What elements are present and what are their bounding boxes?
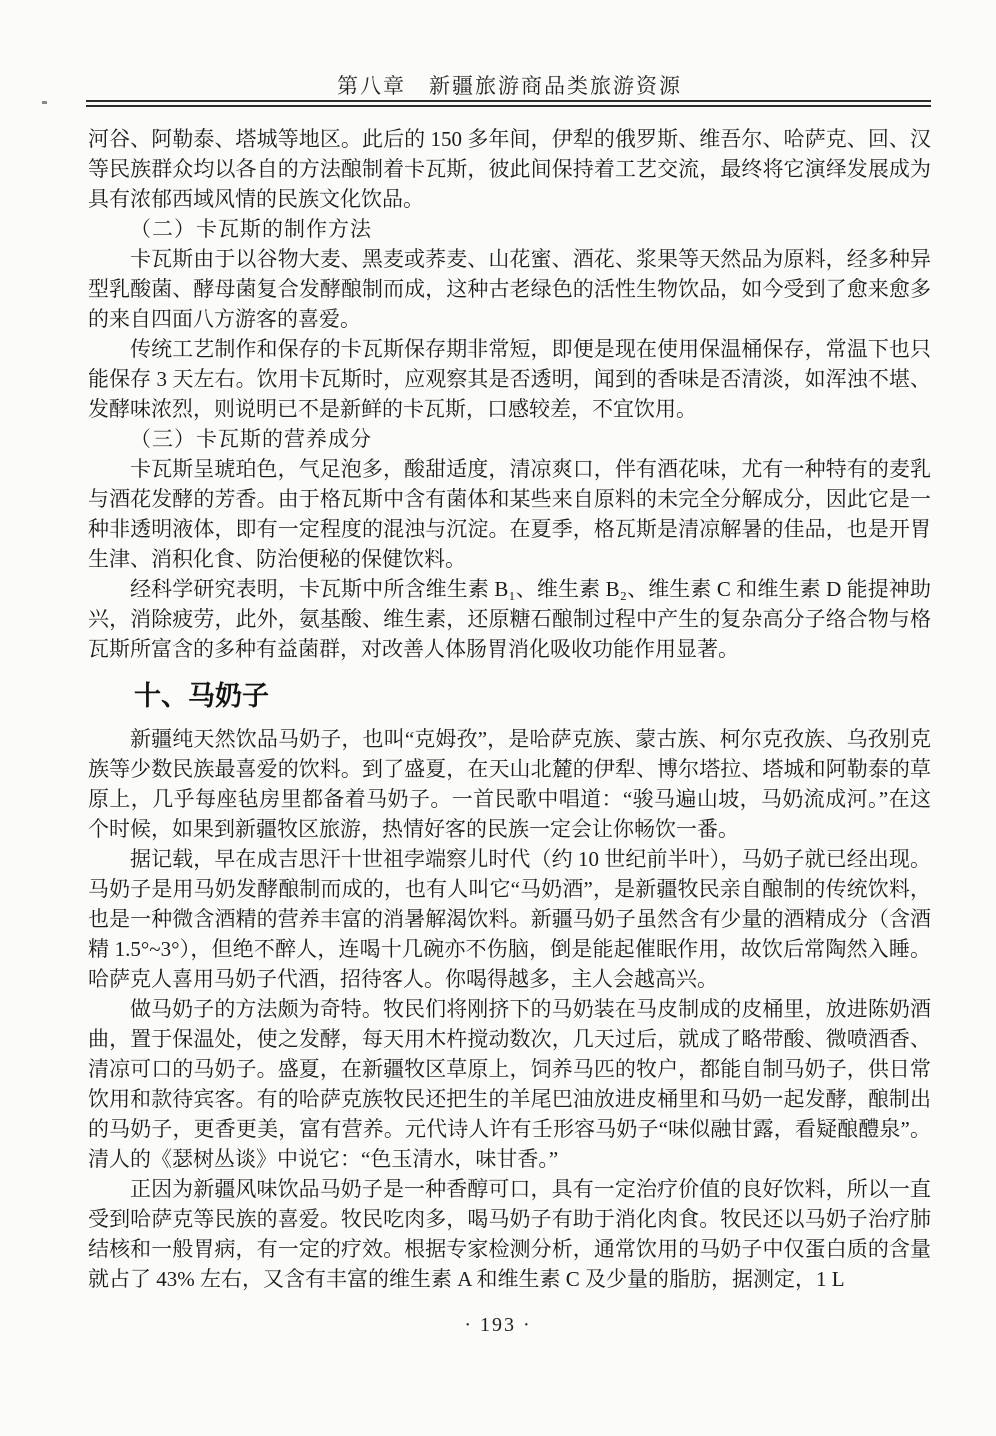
paragraph-kvass-vitamins: 经科学研究表明，卡瓦斯中所含维生素 B₁、维生素 B₂、维生素 C 和维生素 D 能提神助兴，消除疲劳，此外，氨基酸、维生素，还原糖石酿制过程中产生的复杂高分子络合物与格瓦斯所富含的多种有益菌群，对改善人体肠胃消化吸收功能作用显著。 (88, 577, 931, 661)
page-number: · 193 · (464, 1314, 532, 1336)
header-double-rule (86, 100, 931, 107)
paragraph-mare-milk-benefits: 正因为新疆风味饮品马奶子是一种香醇可口，具有一定治疗价值的良好饮料，所以一直受到哈萨克等民族的喜爱。牧民吃肉多，喝马奶子有助于消化肉食。牧民还以马奶子治疗肺结核和一般胃病，有一定的疗效。根据专家检测分析，通常饮用的马奶子中仅蛋白质的含量就占了 43% 左右，又含有丰富的维生素 A 和维生素 C 及少量的脂肪，据测定，1 L (88, 1177, 931, 1291)
paragraph-kvass-ingredients: 卡瓦斯由于以谷物大麦、黑麦或荞麦、山花蜜、酒花、浆果等天然品为原料，经多种异型乳酸菌、酵母菌复合发酵酿制而成，这种古老绿色的活性生物饮品，如今受到了愈来愈多的来自四面八方游客的喜爱。 (88, 247, 931, 331)
paragraph-mare-milk-history: 据记载，早在成吉思汗十世祖孛端察儿时代（约 10 世纪前半叶），马奶子就已经出现。马奶子是用马奶发酵酿制而成的，也有人叫它“马奶酒”，是新疆牧民亲自酿制的传统饮料，也是一种微含酒精的营养丰富的消暑解渴饮料。新疆马奶子虽然含有少量的酒精成分（含酒精 1.5°~3°），但绝不醉人，连喝十几碗亦不伤脑，倒是能起催眠作用，故饮后常陶然入睡。哈萨克人喜用马奶子代酒，招待客人。你喝得越多，主人会越高兴。 (88, 847, 931, 991)
running-header-chapter-title: 第八章 新疆旅游商品类旅游资源 (337, 74, 682, 98)
paragraph-mare-milk-intro: 新疆纯天然饮品马奶子，也叫“克姆孜”，是哈萨克族、蒙古族、柯尔克孜族、乌孜别克族等少数民族最喜爱的饮料。到了盛夏，在天山北麓的伊犁、博尔塔拉、塔城和阿勒泰的草原上，几乎每座毡房里都备着马奶子。一首民歌中唱道：“骏马遍山坡，马奶流成河。”在这个时候，如果到新疆牧区旅游，热情好客的民族一定会让你畅饮一番。 (88, 727, 931, 841)
section-heading-mare-milk: 十、马奶子 (134, 681, 269, 711)
subheading-kvass-method: （二）卡瓦斯的制作方法 (130, 217, 372, 241)
paragraph-kvass-taste: 卡瓦斯呈琥珀色，气足泡多，酸甜适度，清凉爽口，伴有酒花味，尤有一种特有的麦乳与酒花发酵的芳香。由于格瓦斯中含有菌体和某些来自原料的未完全分解成分，因此它是一种非透明液体，即有一定程度的混浊与沉淀。在夏季，格瓦斯是清凉解暑的佳品，也是开胃生津、消积化食、防治便秘的保健饮料。 (88, 457, 931, 571)
paragraph-kvass-storage: 传统工艺制作和保存的卡瓦斯保存期非常短，即便是现在使用保温桶保存，常温下也只能保存 3 天左右。饮用卡瓦斯时，应观察其是否透明，闻到的香味是否清淡，如浑浊不堪、发酵味浓烈，则说明已不是新鲜的卡瓦斯，口感较差，不宜饮用。 (88, 337, 931, 421)
page-body (88, 124, 931, 1294)
paragraph-kvass-regions: 河谷、阿勒泰、塔城等地区。此后的 150 多年间，伊犁的俄罗斯、维吾尔、哈萨克、回、汉等民族群众均以各自的方法酿制着卡瓦斯，彼此间保持着工艺交流，最终将它演绎发展成为具有浓郁西域风情的民族文化饮品。 (88, 127, 931, 211)
subheading-kvass-nutrition: （三）卡瓦斯的营养成分 (130, 427, 372, 451)
paragraph-mare-milk-making: 做马奶子的方法颇为奇特。牧民们将刚挤下的马奶装在马皮制成的皮桶里，放进陈奶酒曲，置于保温处，使之发酵，每天用木杵搅动数次，几天过后，就成了略带酸、微喷酒香、清凉可口的马奶子。盛夏，在新疆牧区草原上，饲养马匹的牧户，都能自制马奶子，供日常饮用和款待宾客。有的哈萨克族牧民还把生的羊尾巴油放进皮桶里和马奶一起发酵，酿制出的马奶子，更香更美，富有营养。元代诗人许有壬形容马奶子“味似融甘露，看疑酿醴泉”。清人的《瑟树丛谈》中说它：“色玉清水，味甘香。” (88, 997, 931, 1171)
scan-artifact-mark (42, 101, 47, 104)
